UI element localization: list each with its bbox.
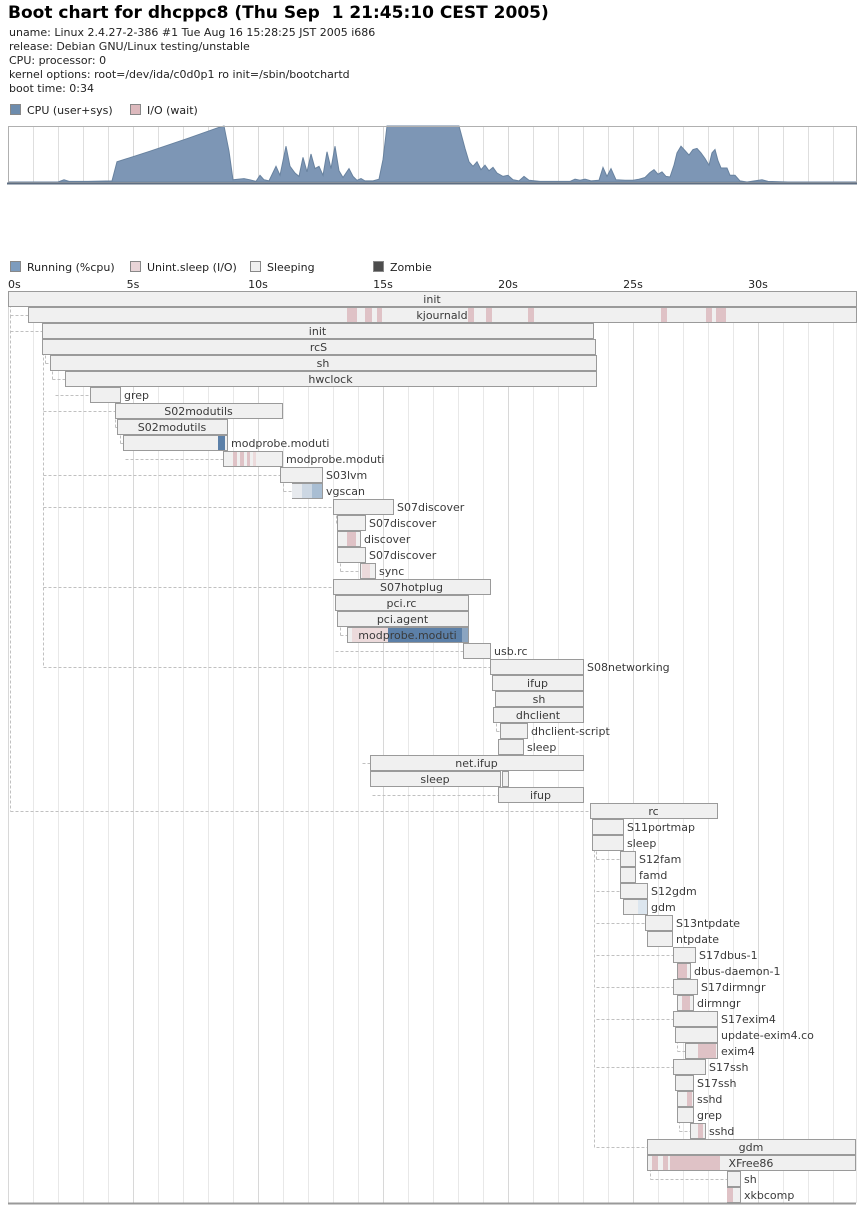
axis-tick-label: 25s: [623, 278, 643, 291]
process-bar-segment: [347, 308, 357, 322]
process-label: S08networking: [587, 661, 670, 674]
legend-label: Running (%cpu): [27, 261, 115, 274]
process-label: sleep: [527, 741, 557, 754]
axis-tick-label: 20s: [498, 278, 518, 291]
process-label: discover: [364, 533, 411, 546]
legend-label: Sleeping: [267, 261, 315, 274]
process-label: S13ntpdate: [676, 917, 741, 930]
process-label: modprobe.moduti: [358, 629, 457, 642]
process-bar-segment: [253, 452, 256, 466]
process-label: grep: [124, 389, 150, 402]
process-label: exim4: [721, 1045, 755, 1058]
process-label: dbus-daemon-1: [694, 965, 781, 978]
process-bar-segment: [468, 308, 474, 322]
process-label: dhclient: [515, 709, 561, 722]
process-bar-segment: [670, 1156, 720, 1170]
process-bar: [648, 932, 673, 947]
process-bar-segment: [682, 996, 690, 1010]
process-bar-segment: [247, 452, 250, 466]
process-label: sleep: [420, 773, 450, 786]
process-bar: [674, 1012, 718, 1027]
process-bar-segment: [687, 1092, 692, 1106]
process-label: XFree86: [728, 1157, 774, 1170]
process-label: S12fam: [639, 853, 682, 866]
process-label: rc: [648, 805, 659, 818]
process-label: vgscan: [326, 485, 365, 498]
process-bar-segment: [727, 1188, 733, 1202]
process-label: famd: [639, 869, 668, 882]
process-label: gdm: [651, 901, 676, 914]
process-label: S02modutils: [164, 405, 233, 418]
process-label: S11portmap: [627, 821, 695, 834]
process-label: init: [423, 293, 441, 306]
process-label: modprobe.moduti: [286, 453, 385, 466]
process-bar-segment: [302, 484, 312, 498]
legend-label: Zombie: [390, 261, 432, 274]
process-bar: [621, 884, 648, 899]
process-label: hwclock: [308, 373, 353, 386]
process-label: S17dirmngr: [701, 981, 766, 994]
process-bar-segment: [462, 628, 468, 642]
process-bar-segment: [312, 484, 322, 498]
process-bar: [646, 916, 673, 931]
process-bar: [674, 948, 696, 963]
process-bar: [678, 1108, 694, 1123]
process-label: grep: [697, 1109, 723, 1122]
process-bar-segment: [638, 900, 647, 914]
process-bar: [503, 772, 509, 787]
axis-tick-label: 15s: [373, 278, 393, 291]
process-label: sh: [316, 357, 330, 370]
process-label: init: [308, 325, 327, 338]
info-line-release: release: Debian GNU/Linux testing/unstable: [9, 40, 250, 53]
process-label: S02modutils: [137, 421, 207, 434]
process-bar-segment: [698, 1044, 716, 1058]
axis-tick-label: 30s: [748, 278, 768, 291]
process-label: ifup: [530, 789, 551, 802]
process-label: kjournald: [416, 309, 468, 322]
axis-tick-label: 0s: [8, 278, 21, 291]
legend-label: I/O (wait): [147, 104, 198, 117]
process-label: S07discover: [369, 549, 437, 562]
process-label: sync: [379, 565, 405, 578]
process-label: net.ifup: [455, 757, 498, 770]
legend-label: Unint.sleep (I/O): [147, 261, 237, 274]
process-bar: [91, 388, 121, 403]
process-bar-segment: [365, 308, 372, 322]
axis-tick-label: 5s: [126, 278, 140, 291]
process-bar-segment: [698, 1124, 703, 1138]
process-label: modprobe.moduti: [231, 437, 330, 450]
process-bar: [621, 868, 636, 883]
process-label: xkbcomp: [744, 1189, 795, 1202]
process-bar-segment: [528, 308, 534, 322]
process-label: usb.rc: [494, 645, 528, 658]
process-label: sshd: [709, 1125, 735, 1138]
process-bar: [124, 436, 228, 451]
process-bar-segment: [716, 308, 726, 322]
process-label: S07hotplug: [380, 581, 443, 594]
process-label: sleep: [627, 837, 657, 850]
process-bar-segment: [706, 308, 712, 322]
process-label: S17ssh: [697, 1077, 737, 1090]
process-label: S17dbus-1: [699, 949, 758, 962]
process-label: S07discover: [397, 501, 465, 514]
process-bar: [676, 1076, 694, 1091]
process-label: S03lvm: [326, 469, 368, 482]
process-bar: [593, 836, 624, 851]
legend-label: CPU (user+sys): [27, 104, 113, 117]
cpu-usage-area: [8, 126, 856, 182]
process-bar-segment: [652, 1156, 658, 1170]
process-label: S12gdm: [651, 885, 697, 898]
info-line-uname: uname: Linux 2.4.27-2-386 #1 Tue Aug 16 15:28:25 JST 2005 i686: [9, 26, 376, 39]
axis-tick-label: 10s: [248, 278, 268, 291]
process-bar: [338, 548, 366, 563]
process-bar: [676, 1028, 718, 1043]
process-bar: [499, 740, 524, 755]
process-label: rcS: [309, 341, 328, 354]
process-label: update-exim4.co: [721, 1029, 814, 1042]
info-line-boot-time: boot time: 0:34: [9, 82, 95, 95]
process-label: S07discover: [369, 517, 437, 530]
process-label: ntpdate: [676, 933, 720, 946]
process-label: S17exim4: [721, 1013, 776, 1026]
process-label: sh: [744, 1173, 757, 1186]
process-bar-segment: [362, 564, 370, 578]
process-bar-segment: [377, 308, 382, 322]
process-bar-segment: [661, 308, 667, 322]
process-label: sshd: [697, 1093, 723, 1106]
process-label: dirmngr: [697, 997, 741, 1010]
process-bar: [464, 644, 491, 659]
process-label: pci.rc: [386, 597, 417, 610]
process-bar-segment: [240, 452, 244, 466]
process-bar: [593, 820, 624, 835]
process-bar: [281, 468, 323, 483]
process-label: gdm: [738, 1141, 764, 1154]
process-bar-segment: [292, 484, 302, 498]
page-title: Boot chart for dhcppc8 (Thu Sep 1 21:45:10 CEST 2005): [8, 3, 549, 23]
process-label: pci.agent: [376, 613, 429, 626]
process-bar: [674, 1060, 706, 1075]
process-label: S17ssh: [709, 1061, 749, 1074]
info-line-kernel-options: kernel options: root=/dev/ida/c0d0p1 ro init=/sbin/bootchartd: [9, 68, 350, 81]
process-label: dhclient-script: [531, 725, 610, 738]
process-label: sh: [532, 693, 546, 706]
process-bar-segment: [663, 1156, 668, 1170]
process-bar-segment: [486, 308, 492, 322]
process-bar: [501, 724, 528, 739]
process-bar: [338, 516, 366, 531]
process-bar: [728, 1172, 741, 1187]
process-bar-segment: [218, 436, 225, 450]
process-bar: [334, 500, 394, 515]
process-bar: [621, 852, 636, 867]
process-bar: [491, 660, 584, 675]
process-bar-segment: [678, 964, 687, 978]
process-bar-segment: [347, 532, 356, 546]
process-bar-segment: [233, 452, 237, 466]
info-line-cpu: CPU: processor: 0: [9, 54, 107, 67]
process-bar: [674, 980, 698, 995]
process-label: ifup: [527, 677, 548, 690]
